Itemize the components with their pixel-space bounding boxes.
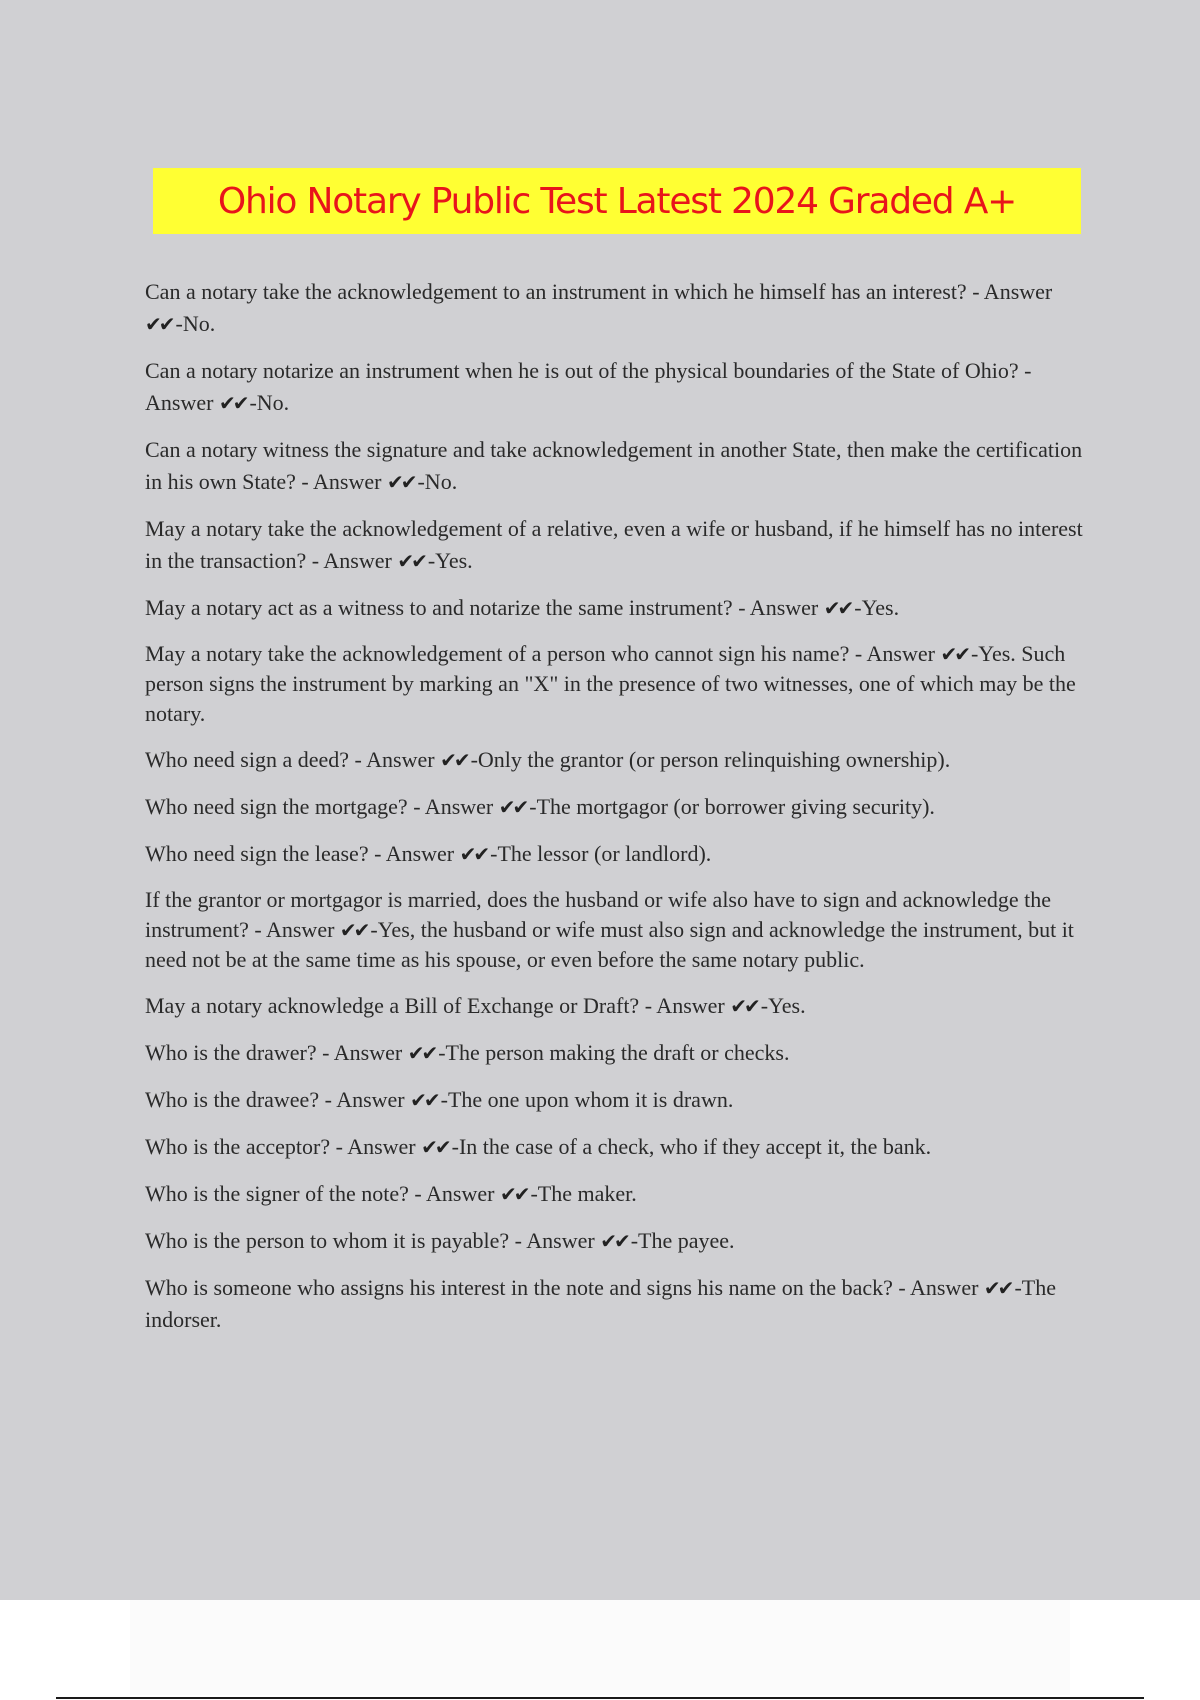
qa-item xyxy=(145,355,1085,419)
qa-item xyxy=(145,990,1085,1022)
answer-text: -The maker. xyxy=(530,1181,637,1206)
answer-text: -No. xyxy=(249,390,290,415)
answer-text: -Yes. xyxy=(760,993,806,1018)
answer-text: -The mortgagor (or borrower giving security). xyxy=(529,794,935,819)
page-footer-area xyxy=(0,1600,1200,1700)
question-text: Who need sign a deed? - Answer xyxy=(145,747,435,772)
answer-text: -The person making the draft or checks. xyxy=(438,1040,790,1065)
double-check-icon: ✔✔ xyxy=(397,549,425,573)
answer-text: -Only the grantor (or person relinquishing ownership). xyxy=(470,747,951,772)
question-text: Who is the person to whom it is payable? - Answer xyxy=(145,1228,595,1253)
footer-shade xyxy=(130,1600,1070,1695)
answer-text: -In the case of a check, who if they accept it, the bank. xyxy=(451,1134,932,1159)
qa-item xyxy=(145,744,1085,776)
question-text: If the grantor or mortgagor is married, does the husband or wife also have to sign and acknowledge the instrument? - Answer xyxy=(145,887,1052,942)
double-check-icon: ✔✔ xyxy=(940,642,968,666)
qa-item xyxy=(145,1272,1085,1336)
qa-item xyxy=(145,1131,1085,1163)
answer-text: -No. xyxy=(175,311,216,336)
question-text: Who is the signer of the note? - Answer xyxy=(145,1181,495,1206)
double-check-icon: ✔✔ xyxy=(386,470,415,494)
answer-text: -The one upon whom it is drawn. xyxy=(440,1087,734,1112)
footer-divider xyxy=(56,1697,1144,1699)
qa-item xyxy=(145,791,1085,823)
answer-text: -The lessor (or landlord). xyxy=(490,841,712,866)
question-text: Can a notary take the acknowledgement to an instrument in which he himself has an interest? - Answer xyxy=(145,279,1053,304)
double-check-icon: ✔✔ xyxy=(407,1041,436,1065)
qa-item xyxy=(145,513,1085,577)
answer-text: -No. xyxy=(417,469,458,494)
question-text: Can a notary witness the signature and take acknowledgement in another State, then make the certification in his own State? - Answer xyxy=(145,437,1083,494)
qa-item xyxy=(145,1225,1085,1257)
question-text: May a notary acknowledge a Bill of Exchange or Draft? - Answer xyxy=(145,993,725,1018)
qa-item xyxy=(145,1037,1085,1069)
answer-text: -Yes. Such person signs the instrument by marking an "X" in the presence of two witnesses, one of which may be the notary. xyxy=(145,641,1076,726)
answer-text: -The payee. xyxy=(630,1228,735,1253)
question-text: May a notary take the acknowledgement of a person who cannot sign his name? - Answer xyxy=(145,641,935,666)
double-check-icon: ✔✔ xyxy=(600,1229,628,1253)
qa-item xyxy=(145,885,1085,975)
qa-item xyxy=(145,434,1085,498)
question-text: Who need sign the mortgage? - Answer xyxy=(145,794,494,819)
double-check-icon: ✔✔ xyxy=(983,1276,1012,1300)
qa-item xyxy=(145,1084,1085,1116)
double-check-icon: ✔✔ xyxy=(145,312,173,336)
double-check-icon: ✔✔ xyxy=(459,842,488,866)
qa-item xyxy=(145,838,1085,870)
question-text: Who is the drawee? - Answer xyxy=(145,1087,405,1112)
qa-item xyxy=(145,1178,1085,1210)
qa-list xyxy=(145,276,1085,1351)
double-check-icon: ✔✔ xyxy=(823,596,852,620)
double-check-icon: ✔✔ xyxy=(440,748,468,772)
answer-text: -Yes. xyxy=(854,595,900,620)
qa-item xyxy=(145,639,1085,729)
question-text: Who need sign the lease? - Answer xyxy=(145,841,455,866)
question-text: Can a notary notarize an instrument when he is out of the physical boundaries of the State of Ohio? - Answer xyxy=(145,358,1032,415)
question-text: May a notary act as a witness to and notarize the same instrument? - Answer xyxy=(145,595,819,620)
double-check-icon: ✔✔ xyxy=(218,391,247,415)
document-title: Ohio Notary Public Test Latest 2024 Graded A+ xyxy=(217,180,1017,222)
answer-text: -The indorser. xyxy=(145,1275,1056,1332)
double-check-icon: ✔✔ xyxy=(498,795,527,819)
answer-text: -Yes, the husband or wife must also sign and acknowledge the instrument, but it need not be at the same time as his spouse, or even before the same notary public. xyxy=(145,917,1074,972)
question-text: May a notary take the acknowledgement of a relative, even a wife or husband, if he himself has no interest in the transaction? - Answer xyxy=(145,516,1083,573)
double-check-icon: ✔✔ xyxy=(410,1088,438,1112)
double-check-icon: ✔✔ xyxy=(499,1182,528,1206)
double-check-icon: ✔✔ xyxy=(339,918,368,942)
answer-text: -Yes. xyxy=(427,548,473,573)
qa-item xyxy=(145,592,1085,624)
double-check-icon: ✔✔ xyxy=(730,994,758,1018)
title-highlight xyxy=(153,168,1081,234)
qa-item xyxy=(145,276,1085,340)
question-text: Who is someone who assigns his interest in the note and signs his name on the back? - Answer xyxy=(145,1275,979,1300)
double-check-icon: ✔✔ xyxy=(421,1135,449,1159)
question-text: Who is the drawer? - Answer xyxy=(145,1040,403,1065)
question-text: Who is the acceptor? - Answer xyxy=(145,1134,416,1159)
